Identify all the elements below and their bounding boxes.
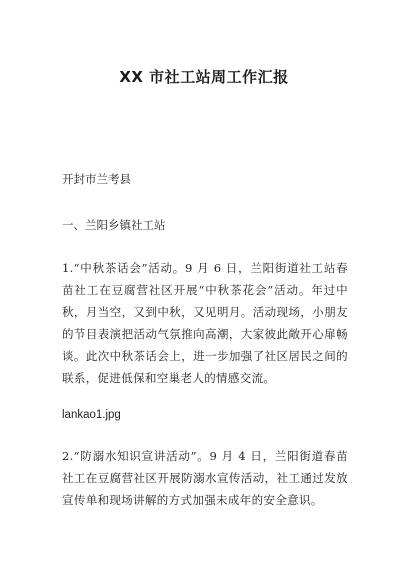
- paragraph-mid-autumn-event: 1.“中秋茶话会”活动。9 月 6 日，兰阳街道社工站春苗社工在豆腐营社区开展“中秋茶花会”活动。年过中秋，月当空，又到中秋，又见明月。活动现场，小朋友的节目表演把活动气氛推向高潮，大家彼此敞开心扉畅谈。此次中秋茶话会上，进一步加强了社区居民之间的联系，促进低保和空巢老人的情感交流。: [62, 261, 348, 385]
- document-title: XX 市社工站周工作汇报: [119, 68, 289, 86]
- location-line: 开封市兰考县: [62, 172, 131, 186]
- paragraph-drowning-prevention: 2.“防溺水知识宣讲活动”。9 月 4 日，兰阳街道春苗社工在豆腐营社区开展防溺水宣传活动，社工通过发放宣传单和现场讲解的方式加强未成年的安全意识。: [62, 449, 348, 507]
- image-filename: lankao1.jpg: [62, 409, 121, 421]
- section-heading: 一、兰阳乡镇社工站: [62, 218, 166, 232]
